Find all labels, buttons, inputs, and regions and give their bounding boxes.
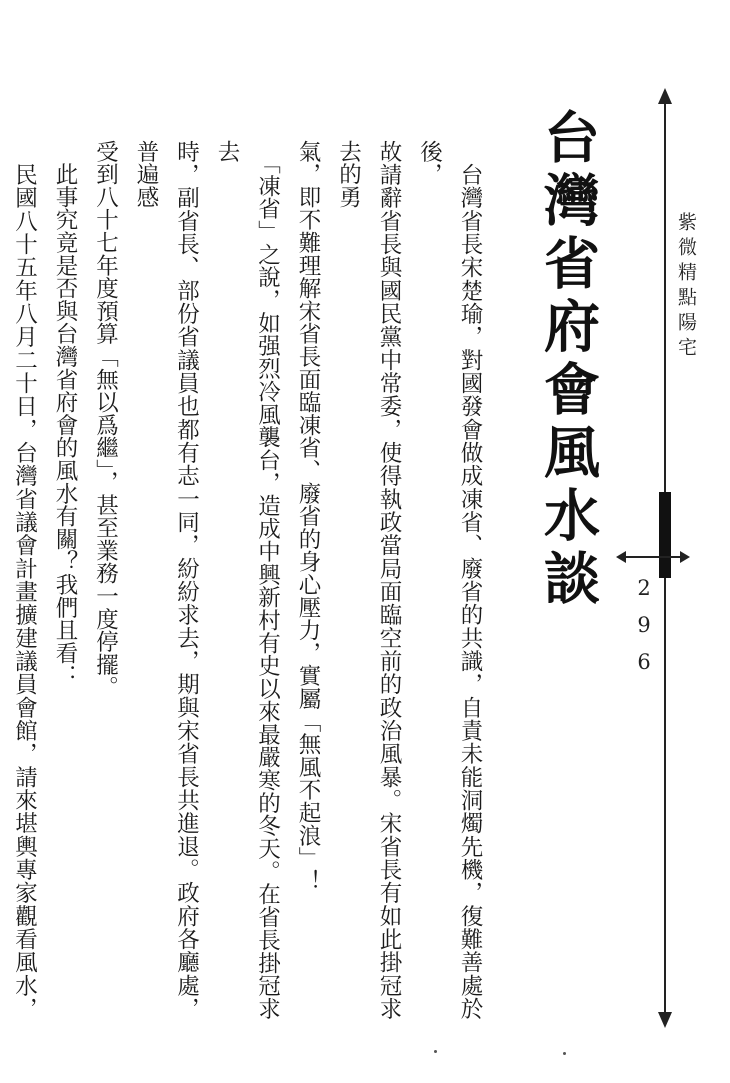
- arrow-down-icon: [658, 1012, 672, 1028]
- arrow-up-icon: [658, 88, 672, 104]
- chapter-position-marker: [659, 492, 671, 578]
- arrow-left-icon: [616, 551, 626, 563]
- text-column: 時，副省長、部份省議員也都有志一同，紛紛求去，期與宋省長共進退。政府各廳處，普遍感: [133, 140, 200, 1020]
- text-column: 民國八十五年八月二十日，台灣省議會計畫擴建議員會館，請來堪輿專家觀看風水，: [11, 163, 38, 1020]
- series-title: 紫微精點陽宅: [675, 212, 697, 362]
- scan-speck: [563, 1052, 566, 1055]
- margin-ruler-crossline: [622, 556, 684, 558]
- text-column: 受到八十七年度預算「無以爲繼」，甚至業務一度停擺。: [92, 140, 119, 699]
- text-column: 此事究竟是否與台灣省府會的風水有關？我們且看：: [52, 140, 78, 688]
- page-number-digit: 6: [637, 650, 651, 674]
- text-column: 故請辭省長與國民黨中常委，使得執政當局面臨空前的政治風暴。宋省長有如此掛冠求去的勇: [335, 140, 402, 1020]
- text-column: 台灣省長宋楚瑜，對國發會做成凍省、廢省的共識，自責未能洞燭先機，復難善處於後，: [416, 140, 483, 1020]
- page-number-digit: 2: [637, 576, 651, 600]
- chapter-title: 台灣省府會風水談: [535, 108, 601, 612]
- arrow-right-icon: [680, 551, 690, 563]
- page-number-digit: 9: [637, 613, 651, 637]
- text-column: 氣，即不難理解宋省長面臨凍省、廢省的身心壓力，實屬「無風不起浪」！: [295, 140, 321, 893]
- page-number: [634, 570, 654, 681]
- scan-speck: [434, 1050, 437, 1053]
- text-column: 「凍省」之說，如强烈冷風襲台，造成中興新村有史以來最嚴寒的冬天。在省長掛冠求去: [214, 140, 281, 1020]
- body-text: [11, 140, 490, 1020]
